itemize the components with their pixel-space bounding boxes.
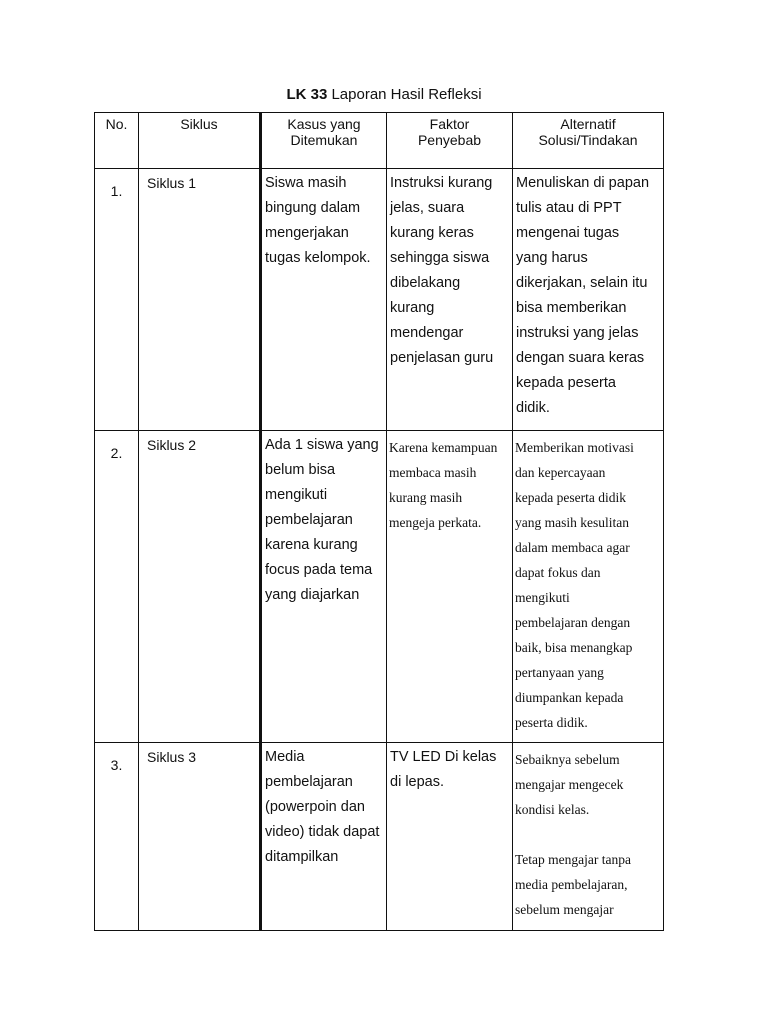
alternatif-cell [513, 431, 664, 743]
alternatif-line: yang harus [516, 250, 588, 266]
row-number: 1. [110, 183, 123, 199]
alternatif-line [515, 822, 661, 847]
alternatif-line: kepada peserta [516, 375, 616, 391]
alternatif-cell [513, 743, 664, 931]
header-faktor [387, 113, 513, 169]
faktor-cell [387, 431, 513, 743]
kasus-line: (powerpoin dan [265, 799, 365, 815]
siklus-cell: Siklus 2 [139, 431, 261, 743]
faktor-line: kurang masih [389, 490, 463, 505]
header-alternatif [513, 113, 664, 169]
kasus-line: video) tidak dapat [265, 824, 380, 840]
alternatif-line: dan kepercayaan [515, 465, 606, 480]
kasus-line: yang diajarkan [265, 587, 360, 603]
alternatif-cell [513, 169, 664, 431]
header-kasus [261, 113, 387, 169]
faktor-line: Karena kemampuan [389, 440, 498, 455]
alternatif-line: dikerjakan, selain itu [516, 275, 648, 291]
kasus-cell [261, 743, 387, 931]
header-faktor-line: Faktor [429, 116, 470, 132]
alternatif-line: baik, bisa menangkap [515, 640, 633, 655]
kasus-line: bingung dalam [265, 200, 361, 216]
faktor-line: kurang keras [390, 225, 474, 241]
kasus-line: tugas kelompok. [265, 250, 371, 266]
row-number-cell [95, 431, 139, 743]
faktor-line: di lepas. [390, 774, 445, 790]
alternatif-line: bisa memberikan [516, 300, 627, 316]
faktor-line: mengeja perkata. [389, 515, 482, 530]
alternatif-line: Sebaiknya sebelum [515, 752, 620, 767]
faktor-line: mendengar [390, 325, 464, 341]
row-number: 3. [110, 757, 123, 773]
faktor-line: penjelasan guru [390, 350, 494, 366]
kasus-line: Ada 1 siswa yang [265, 437, 379, 453]
alternatif-line: pertanyaan yang [515, 665, 604, 680]
kasus-cell [261, 169, 387, 431]
alternatif-line: mengenai tugas [516, 225, 620, 241]
kasus-line: mengerjakan [265, 225, 349, 241]
alternatif-line: Memberikan motivasi [515, 440, 634, 455]
faktor-line: sehingga siswa [390, 250, 490, 266]
kasus-line: mengikuti [265, 487, 328, 503]
faktor-line: Instruksi kurang [390, 175, 493, 191]
faktor-line: TV LED Di kelas [390, 749, 497, 765]
faktor-line: kurang [390, 300, 435, 316]
table-row [95, 169, 664, 431]
header-alternatif-line: Alternatif [560, 116, 616, 132]
alternatif-line: media pembelajaran, [515, 877, 628, 892]
alternatif-line: peserta didik. [515, 715, 588, 730]
faktor-cell [387, 169, 513, 431]
alternatif-line: sebelum mengajar [515, 902, 614, 917]
header-kasus-line: Kasus yang [287, 116, 361, 132]
alternatif-line: kondisi kelas. [515, 802, 590, 817]
alternatif-line: Tetap mengajar tanpa [515, 852, 631, 867]
faktor-cell [387, 743, 513, 931]
kasus-line: karena kurang [265, 537, 358, 553]
header-siklus: Siklus [139, 113, 261, 169]
alternatif-line: tulis atau di PPT [516, 200, 622, 216]
alternatif-line: mengikuti [515, 590, 570, 605]
kasus-line: pembelajaran [265, 774, 353, 790]
kasus-line: belum bisa [265, 462, 336, 478]
header-no: No. [95, 113, 139, 169]
alternatif-line: kepada peserta didik [515, 490, 626, 505]
title-text: Laporan Hasil Refleksi [327, 86, 482, 103]
title-code: LK 33 [286, 86, 328, 103]
table-row [95, 431, 664, 743]
alternatif-line: instruksi yang jelas [516, 325, 639, 341]
reflection-table [94, 112, 664, 931]
alternatif-line: diumpankan kepada [515, 690, 624, 705]
alternatif-line: didik. [516, 400, 550, 416]
document-title [0, 86, 768, 103]
alternatif-line: yang masih kesulitan [515, 515, 629, 530]
table-header-row [95, 113, 664, 169]
row-number-cell [95, 743, 139, 931]
alternatif-line: dapat fokus dan [515, 565, 601, 580]
alternatif-line: dengan suara keras [516, 350, 645, 366]
faktor-line: membaca masih [389, 465, 477, 480]
header-alternatif-line: Solusi/Tindakan [538, 132, 638, 148]
kasus-cell [261, 431, 387, 743]
alternatif-line: dalam membaca agar [515, 540, 630, 555]
header-kasus-line: Ditemukan [290, 132, 358, 148]
row-number: 2. [110, 445, 123, 461]
kasus-line: Siswa masih [265, 175, 347, 191]
kasus-line: ditampilkan [265, 849, 339, 865]
table-row [95, 743, 664, 931]
siklus-cell: Siklus 3 [139, 743, 261, 931]
siklus-cell: Siklus 1 [139, 169, 261, 431]
alternatif-line: mengajar mengecek [515, 777, 624, 792]
faktor-line: jelas, suara [390, 200, 465, 216]
header-faktor-line: Penyebab [417, 132, 482, 148]
alternatif-line: pembelajaran dengan [515, 615, 631, 630]
alternatif-line: Menuliskan di papan [516, 175, 650, 191]
row-number-cell [95, 169, 139, 431]
kasus-line: pembelajaran [265, 512, 353, 528]
kasus-line: Media [265, 749, 305, 765]
faktor-line: dibelakang [390, 275, 461, 291]
kasus-line: focus pada tema [265, 562, 373, 578]
